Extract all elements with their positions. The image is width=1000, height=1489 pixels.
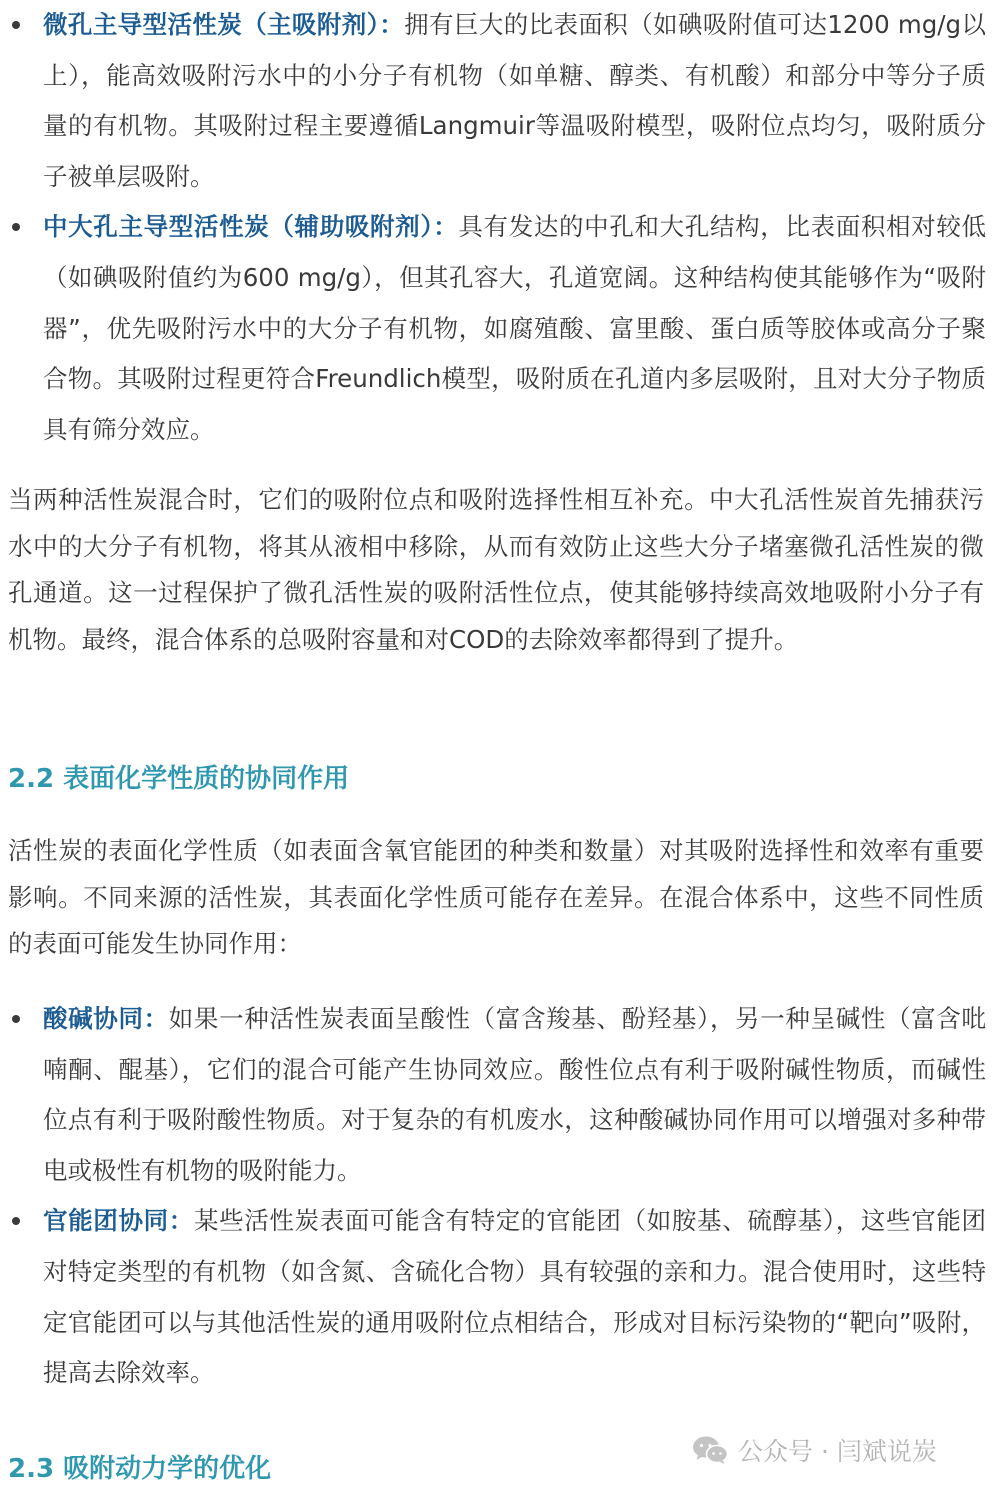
synergy-list [0,994,1000,1399]
wechat-watermark [692,1428,937,1472]
bullet-dot [12,223,20,231]
list-item [0,202,1000,455]
carbon-type-list [0,0,1000,455]
section-heading-2-2: 2.2 表面化学性质的协同作用 [8,764,350,794]
bullet-dot [12,1217,20,1225]
wechat-icon [692,1435,728,1465]
watermark-text: 公众号 · 闫斌说炭 [738,1437,937,1466]
term-label: 酸碱协同： [43,1004,169,1033]
term-description: 拥有巨大的比表面积（如碘吸附值可达1200 mg/g以上），能高效吸附污水中的小分子有机物（如单糖、醇类、有机酸）和部分中等分子质量的有机物。其吸附过程主要遵循Langmuir等温吸附模型，吸附位点均匀，吸附质分子被单层吸附。 [43,10,986,191]
list-item [0,994,1000,1196]
list-item [0,1196,1000,1398]
section-heading-2-3: 2.3 吸附动力学的优化 [8,1454,272,1484]
paragraph-surface-chemistry: 活性炭的表面化学性质（如表面含氧官能团的种类和数量）对其吸附选择性和效率有重要影响。不同来源的活性炭，其表面化学性质可能存在差异。在混合体系中，这些不同性质的表面可能发生协同作用： [8,836,984,958]
bullet-dot [12,1015,20,1023]
term-label: 中大孔主导型活性炭（辅助吸附剂）： [43,212,459,242]
bullet-dot [12,21,20,29]
term-label: 微孔主导型活性炭（主吸附剂）： [43,10,405,39]
term-description: 具有发达的中孔和大孔结构，比表面积相对较低（如碘吸附值约为600 mg/g），但其孔容大，孔道宽阔。这种结构使其能够作为“吸附器”，优先吸附污水中的大分子有机物，如腐殖酸、富里酸、蛋白质等胶体或高分子聚合物。其吸附过程更符合Freundlich模型，吸附质在孔道内多层吸附，且对大分子物质具有筛分效应。 [43,212,986,444]
list-item [0,0,1000,202]
term-description: 如果一种活性炭表面呈酸性（富含羧基、酚羟基），另一种呈碱性（富含吡喃酮、醌基），它们的混合可能产生协同效应。酸性位点有利于吸附碱性物质，而碱性位点有利于吸附酸性物质。对于复杂的有机废水，这种酸碱协同作用可以增强对多种带电或极性有机物的吸附能力。 [43,1004,987,1185]
paragraph-mixing: 当两种活性炭混合时，它们的吸附位点和吸附选择性相互补充。中大孔活性炭首先捕获污水中的大分子有机物，将其从液相中移除，从而有效防止这些大分子堵塞微孔活性炭的微孔通道。这一过程保护了微孔活性炭的吸附活性位点，使其能够持续高效地吸附小分子有机物。最终，混合体系的总吸附容量和对COD的去除效率都得到了提升。 [8,485,984,654]
term-label: 官能团协同： [43,1206,194,1236]
term-description: 某些活性炭表面可能含有特定的官能团（如胺基、硫醇基），这些官能团对特定类型的有机物（如含氮、含硫化合物）具有较强的亲和力。混合使用时，这些特定官能团可以与其他活性炭的通用吸附位点相结合，形成对目标污染物的“靶向”吸附，提高去除效率。 [43,1206,987,1388]
